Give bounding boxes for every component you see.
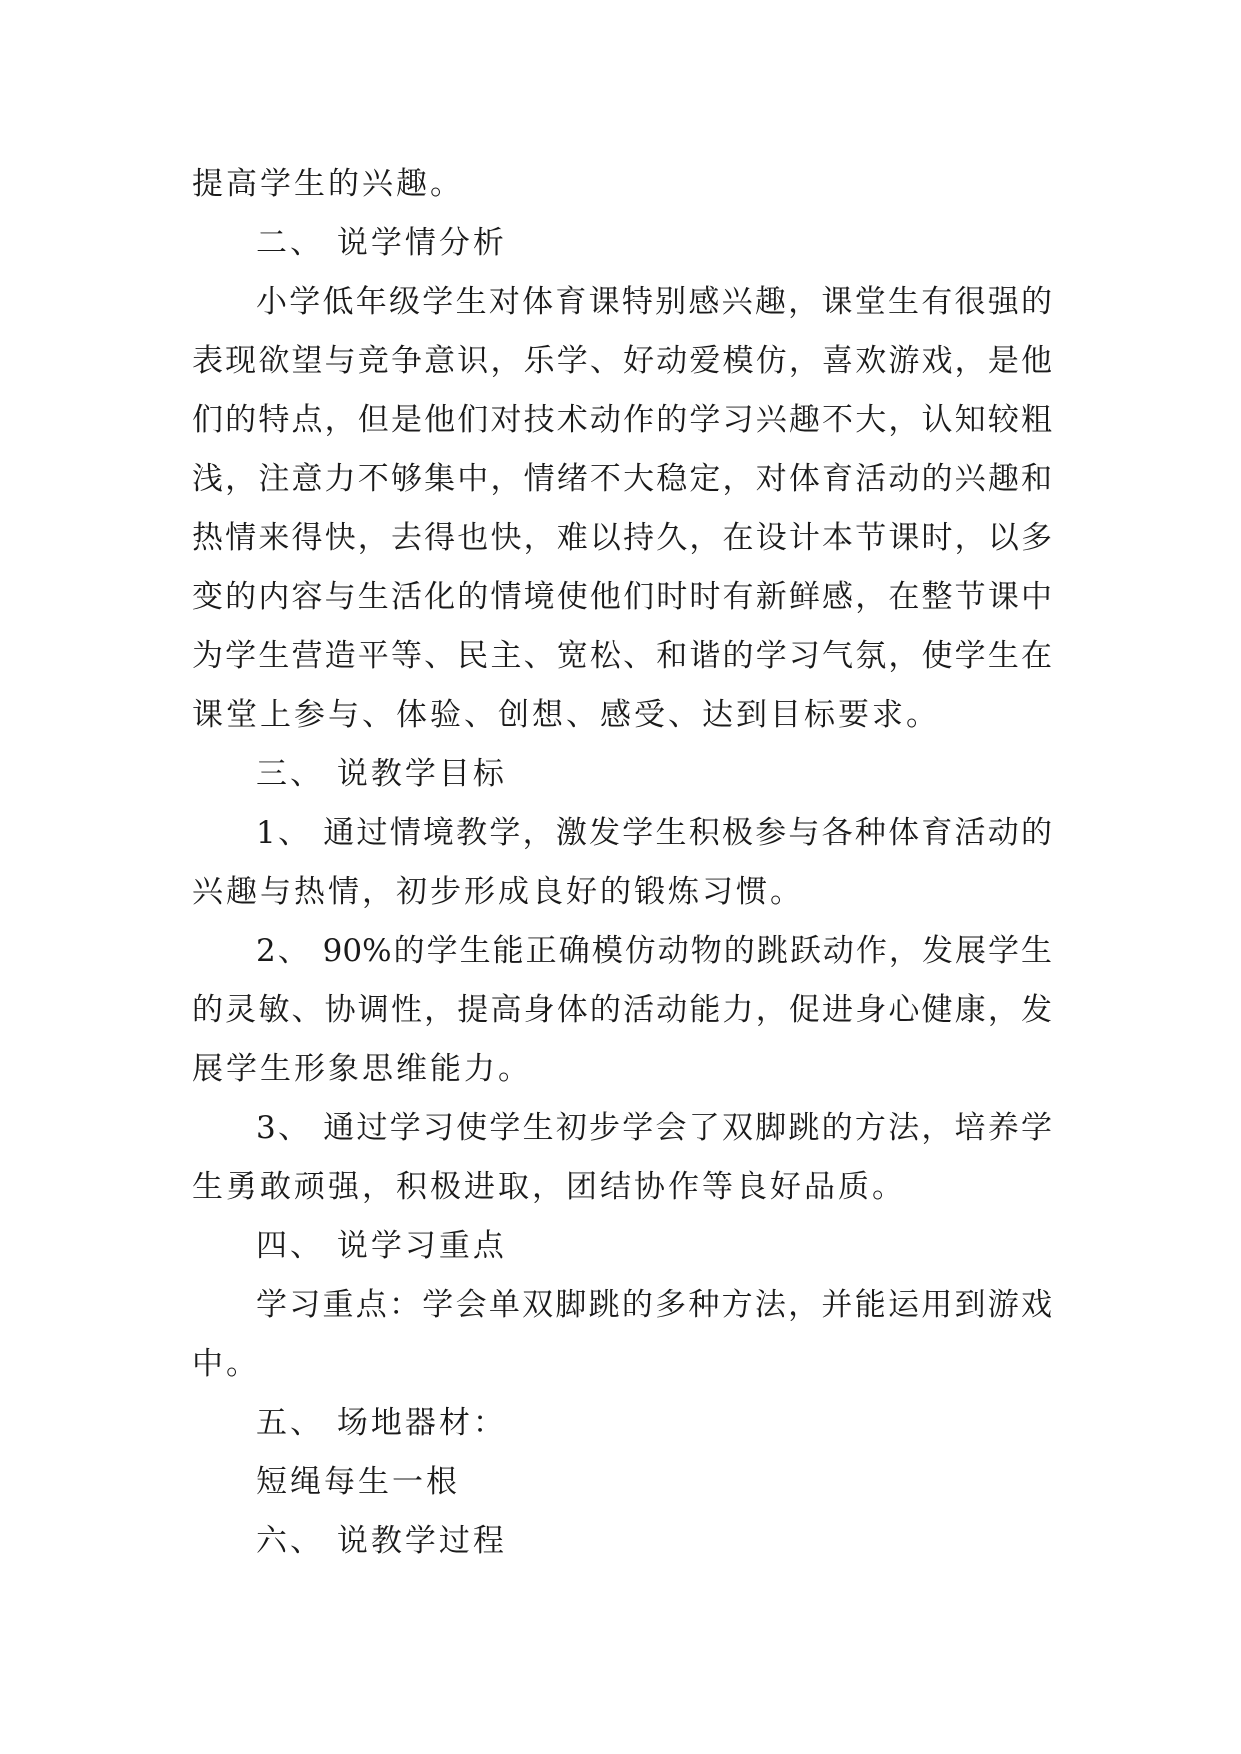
text-line: 浅，注意力不够集中，情绪不大稳定，对体育活动的兴趣和 xyxy=(192,461,1052,497)
text-line: 变的内容与生活化的情境使他们时时有新鲜感，在整节课中 xyxy=(192,579,1052,615)
section-heading-3: 三、 说教学目标 xyxy=(256,756,507,792)
text-line: 提高学生的兴趣。 xyxy=(192,166,464,202)
section-heading-4: 四、 说学习重点 xyxy=(256,1228,507,1264)
text-line: 的灵敏、协调性，提高身体的活动能力，促进身心健康，发 xyxy=(192,992,1052,1028)
section-heading-2: 二、 说学情分析 xyxy=(256,225,507,261)
text-line: 们的特点，但是他们对技术动作的学习兴趣不大，认知较粗 xyxy=(192,402,1052,438)
text-line: 中。 xyxy=(192,1346,260,1382)
text-line: 3、 通过学习使学生初步学会了双脚跳的方法，培养学 xyxy=(256,1110,1052,1146)
text-line: 2、 90%的学生能正确模仿动物的跳跃动作，发展学生 xyxy=(256,933,1052,969)
document-page xyxy=(192,155,1052,1571)
section-heading-5: 五、 场地器材： xyxy=(256,1405,507,1441)
text-line: 兴趣与热情，初步形成良好的锻炼习惯。 xyxy=(192,874,804,910)
text-line: 课堂上参与、体验、创想、感受、达到目标要求。 xyxy=(192,697,940,733)
section-heading-6: 六、 说教学过程 xyxy=(256,1523,507,1559)
text-line: 生勇敢顽强，积极进取，团结协作等良好品质。 xyxy=(192,1169,906,1205)
text-line: 热情来得快，去得也快，难以持久，在设计本节课时，以多 xyxy=(192,520,1052,556)
text-line: 展学生形象思维能力。 xyxy=(192,1051,532,1087)
text-line: 1、 通过情境教学，激发学生积极参与各种体育活动的 xyxy=(256,815,1052,851)
text-line: 表现欲望与竞争意识，乐学、好动爱模仿，喜欢游戏，是他 xyxy=(192,343,1052,379)
text-line: 学习重点：学会单双脚跳的多种方法，并能运用到游戏 xyxy=(256,1287,1052,1323)
text-line: 短绳每生一根 xyxy=(256,1464,460,1500)
text-line: 小学低年级学生对体育课特别感兴趣，课堂生有很强的 xyxy=(256,284,1052,320)
text-line: 为学生营造平等、民主、宽松、和谐的学习气氛，使学生在 xyxy=(192,638,1052,674)
